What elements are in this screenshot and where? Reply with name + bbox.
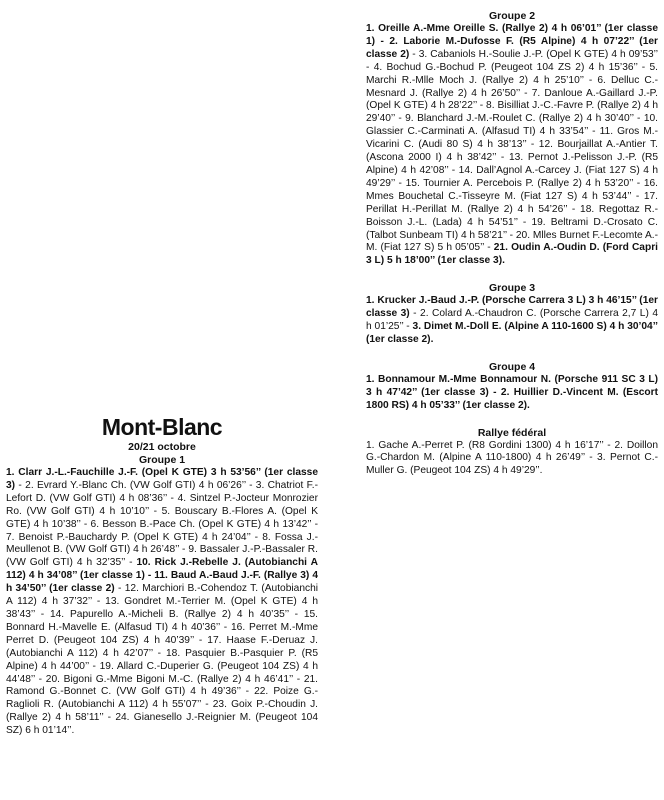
groupe4-title: Groupe 4 xyxy=(488,360,536,373)
right-column xyxy=(366,10,658,478)
groupe1-title: Groupe 1 xyxy=(138,454,186,466)
rally-date: 20/21 octobre xyxy=(128,441,196,453)
result-segment: - 2. Evrard Y.-Blanc Ch. (VW Golf GTI) 4 h 06’26’’ - 3. Chatriot F.-Lefort D. (VW Golf GTI) 4 h 08’36’’ - 4. Sintzel P.-Jocteur Monrozier Ro. (VW Golf GTI) 4 h 10’10’’ - 5. Bouscary B.-Flores A. (Opel K GTE) 4 h 10’38’’ - 6. Besson B.-Pace Ch. (Opel K GTE) 4 h 13’42’’ - 7. Benoist P.-Bauchardy P. (Opel K GTE) 4 h 24’04’’ - 8. Fossa J.-Meullenot B. (VW Golf GTI) 4 h 26’48’’ - 9. Bassaler J.-P.-Bassaler R. (VW Golf GTI) 4 h 32’35’’ - xyxy=(6,479,318,569)
groupe3-block xyxy=(366,282,658,347)
result-segment: 1. Krucker J.-Baud J.-P. (Porsche Carrera 3 L) 3 h 46’15’’ (1er classe 3) xyxy=(366,295,658,320)
rallye-federal-title: Rallye fédéral xyxy=(477,426,547,439)
groupe4-block xyxy=(366,361,658,413)
result-segment: 21. Oudin A.-Oudin D. (Ford Capri 3 L) 5 h 18’00’’ (1er classe 3). xyxy=(366,242,658,267)
groupe1-results xyxy=(6,467,318,738)
result-segment: 1. Oreille A.-Mme Oreille S. (Rallye 2) 4 h 06’01’’ (1er classe 1) - 2. Laborie M.-Dufosse F. (R5 Alpine) 4 h 07’22’’ (1er classe 2) xyxy=(366,23,658,60)
result-segment: 1. Clarr J.-L.-Fauchille J.-F. (Opel K GTE) 3 h 53’56’’ (1er classe 3) xyxy=(6,467,318,491)
result-segment: 10. Rick J.-Rebelle J. (Autobianchi A 112) 4 h 34’08’’ (1er classe 1) - 11. Baud A.-Baud J.-F. (Rallye 3) 4 h 34’50’’ (1er classe 2) xyxy=(6,557,318,595)
result-segment: - 2. Colard A.-Chaudron C. (Porsche Carrera 2,7 L) 4 h 01’25’’ - xyxy=(366,308,658,333)
groupe3-title: Groupe 3 xyxy=(488,282,536,295)
rallye-federal-block xyxy=(366,427,658,479)
groupe2-results xyxy=(366,23,658,268)
result-segment: 3. Dimet M.-Doll E. (Alpine A 110-1600 S) 4 h 30’04’’ (1er classe 2). xyxy=(366,321,658,345)
result-segment: 1. Gache A.-Perret P. (R8 Gordini 1300) 4 h 16’17’’ - 2. Doillon G.-Chardon M. (Alpine A 110-1800) 4 h 26’49’’ - 3. Pernot C.-Muller G. (Peugeot 104 ZS) 4 h 49’29’’. xyxy=(366,439,658,477)
result-segment: - 3. Cabaniols H.-Soulie J.-P. (Opel K GTE) 4 h 09’53’’ - 4. Bochud G.-Bochud P. (Peugeot 104 ZS 2) 4 h 15’36’’ - 5. Marchi R.-Mlle Moch J. (Rallye 2) 4 h 25’10’’ - 6. Delluc C.-Mesnard J. (Rallye 2) 4 h 26’50’’ - 7. Danloue A.-Gaillard J.-P. (Opel K GTE) 4 h 28’22’’ - 8. Bisilliat J.-C.-Favre P. (Rallye 2) 4 h 29’40’’ - 9. Blanchard J.-M.-Roulet C. (Rallye 2) 4 h 30’40’’ - 10. Glassier C.-Carminati A. (Alfasud TI) 4 h 33’54’’ - 11. Gros M.-Vicarini C. (Audi 80 S) 4 h 38’13’’ - 12. Bourjaillat A.-Antier T. (Ascona 2000 I) 4 h 38’42’’ - 13. Pernot J.-Pelisson J.-P. (R5 Alpine) 4 h 42’08’’ - 14. Dall’Agnol A.-Carcey J. (Fiat 127 S) 4 h 49’29’’ - 15. Tournier A. Percebois P. (Rallye 2) 4 h 53’20’’ - 16. Mmes Bouchetal C.-Tisseyre M. (Fiat 127 S) 4 h 53’44’’ - 17. Perillat H.-Perillat M. (Rallye 2) 4 h 54’26’’ - 18. Regottaz R.-Boisson J.-L. (Lada) 4 h 54’51’’ - 19. Beltrami D.-Crosato C. (Talbot Sunbeam TI) 4 h 58’21’’ - 20. Mlles Burnet F.-Lecomte A.-M. (Fiat 127 S) 5 h 05’05’’ - xyxy=(366,48,658,254)
groupe3-results xyxy=(366,295,658,347)
rallye-federal-results xyxy=(366,440,658,479)
result-segment: - 12. Marchiori B.-Cohendoz T. (Autobianchi A 112) 4 h 37’32’’ - 13. Gondret M.-Terrier M. (Opel K GTE) 4 h 38’43’’ - 14. Papurello A.-Micheli B. (Rallye 2) 4 h 40’35’’ - 15. Bonnard H.-Mavelle E. (Alfasud TI) 4 h 40’36’’ - 16. Perret M.-Mme Perret D. (Peugeot 104 ZS) 4 h 40’39’’ - 17. Haase F.-Deruaz J. (Autobianchi A 112) 4 h 42’07’’ - 18. Pasquier B.-Pasquier P. (R5 Alpine) 4 h 44’00’’ - 19. Allard C.-Duperier G. (Peugeot 104 ZS) 4 h 44’48’’ - 20. Bigoni G.-Mme Bigoni M.-C. (Rallye 2) 4 h 46’41’’ - 21. Ramond G.-Bonnet C. (VW Golf GTI) 4 h 49’36’’ - 22. Poize G.-Raglioli R. (Autobianchi A 112) 4 h 55’07’’ - 23. Goix P.-Choudin J. (Rallye 2) 4 h 58’11’’ - 24. Gianesello J.-Reignier M. (Peugeot 104 SZ) 6 h 01’14’’. xyxy=(6,583,319,737)
rally-title: Mont-Blanc xyxy=(101,414,223,440)
left-column xyxy=(6,415,318,738)
groupe2-title: Groupe 2 xyxy=(488,10,536,22)
groupe2-block xyxy=(366,10,658,268)
result-segment: 1. Bonnamour M.-Mme Bonnamour N. (Porsche 911 SC 3 L) 3 h 47’42’’ (1er classe 3) - 2. Huillier D.-Vincent M. (Escort 1800 RS) 4 h 05’33’’ (1er classe 2). xyxy=(366,373,658,411)
groupe4-results xyxy=(366,374,658,413)
